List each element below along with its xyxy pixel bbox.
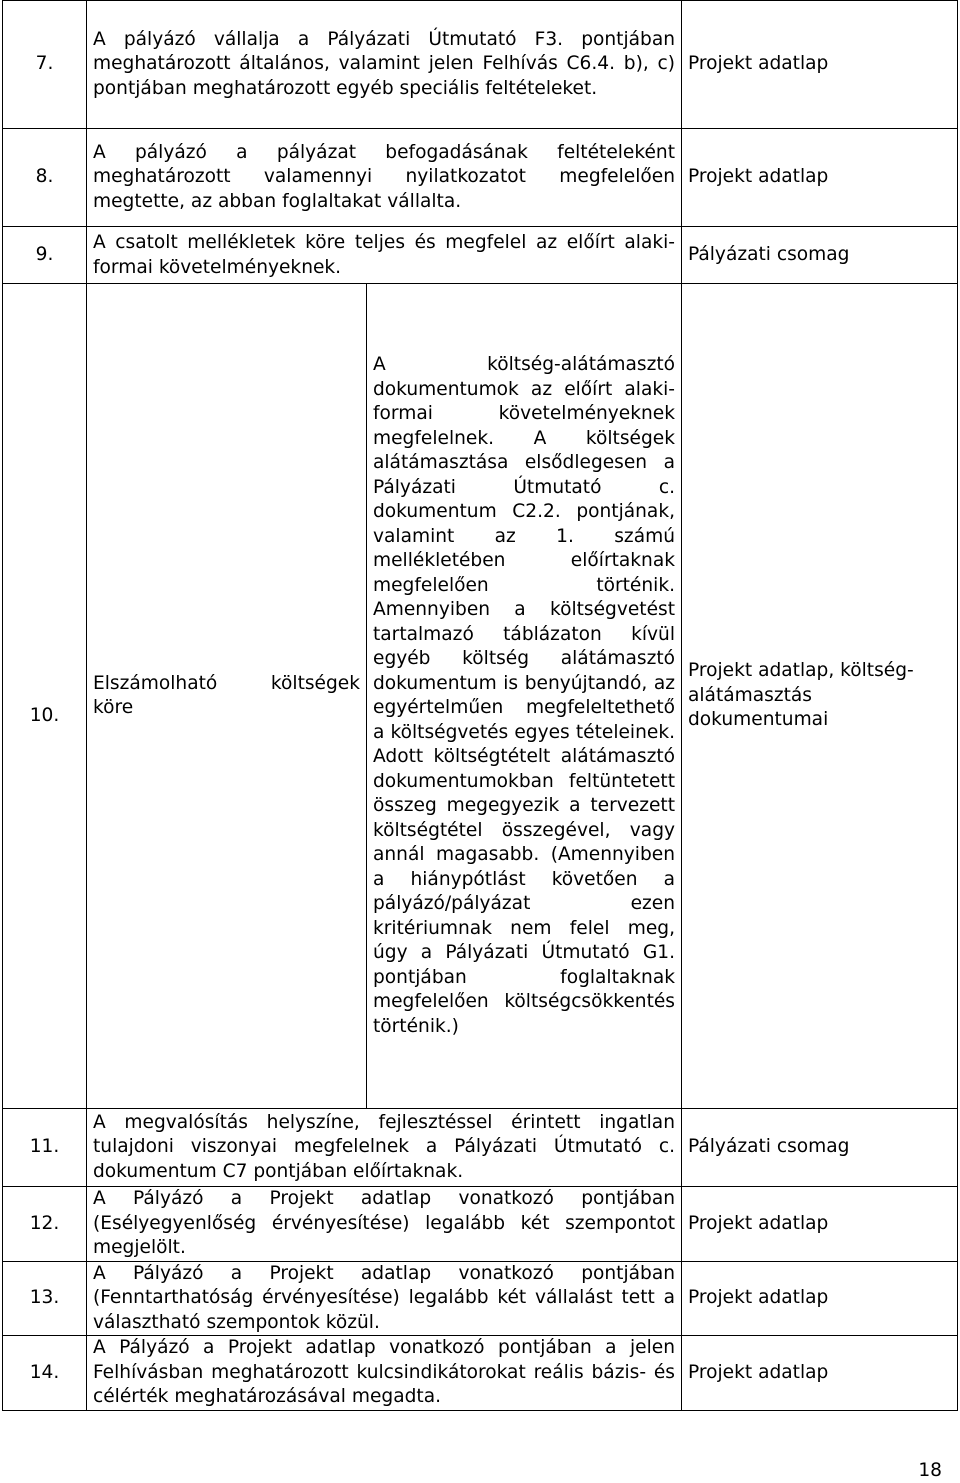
- criterion-text: A csatolt mellékletek köre teljes és megfelel az előírt alaki-formai követelményeknek.: [87, 227, 682, 284]
- table-row: [3, 1336, 958, 1411]
- table-row: [3, 1187, 958, 1262]
- criteria-table: [2, 0, 958, 1411]
- row-number: 9.: [3, 227, 87, 284]
- criterion-label-word: Elszámolható: [93, 672, 218, 694]
- table-row: [3, 1261, 958, 1336]
- criterion-label-line: [93, 672, 360, 697]
- table-row: [3, 284, 958, 1109]
- table-row: [3, 129, 958, 227]
- source-document: Pályázati csomag: [682, 1109, 958, 1187]
- source-document: Projekt adatlap: [682, 1, 958, 129]
- row-number: 7.: [3, 1, 87, 129]
- source-document: Projekt adatlap: [682, 1261, 958, 1336]
- criterion-label-word: költségek: [270, 672, 360, 694]
- criterion-text: A Pályázó a Projekt adatlap vonatkozó pontjában (Esélyegyenlőség érvényesítése) legalább két szempontot megjelölt.: [87, 1187, 682, 1262]
- criterion-text: A pályázó vállalja a Pályázati Útmutató F3. pontjában meghatározott általános, valamint jelen Felhívás C6.4. b), c) pontjában meghatározott egyéb speciális feltételeket.: [87, 1, 682, 129]
- row-number: 8.: [3, 129, 87, 227]
- row-number: 11.: [3, 1109, 87, 1187]
- row-number: 13.: [3, 1261, 87, 1336]
- row-number: 14.: [3, 1336, 87, 1411]
- row-number: 10.: [3, 284, 87, 1109]
- table-row: [3, 227, 958, 284]
- source-document: Pályázati csomag: [682, 227, 958, 284]
- source-document: Projekt adatlap: [682, 1336, 958, 1411]
- table-row: [3, 1109, 958, 1187]
- table-row: [3, 1, 958, 129]
- criterion-text: A Pályázó a Projekt adatlap vonatkozó pontjában a jelen Felhívásban meghatározott kulcsindikátorokat reális bázis- és célérték meghatározásával megadta.: [87, 1336, 682, 1411]
- source-document: Projekt adatlap: [682, 1187, 958, 1262]
- source-document: Projekt adatlap, költség-alátámasztás dokumentumai: [682, 284, 958, 1109]
- page-number: 18: [918, 1460, 942, 1481]
- criterion-label: [87, 284, 367, 1109]
- criterion-label-word: köre: [93, 697, 134, 718]
- criterion-text: A megvalósítás helyszíne, fejlesztéssel érintett ingatlan tulajdoni viszonyai megfelelnek a Pályázati Útmutató c. dokumentum C7 pontjában előírtaknak.: [87, 1109, 682, 1187]
- criterion-text: A Pályázó a Projekt adatlap vonatkozó pontjában (Fenntarthatóság érvényesítése) legalább két vállalást tett a választható szempontok közül.: [87, 1261, 682, 1336]
- row-number: 12.: [3, 1187, 87, 1262]
- criterion-text: A költség-alátámasztó dokumentumok az előírt alaki-formai követelményeknek megfelelnek. A költségek alátámasztása elsődlegesen a Pályázati Útmutató c. dokumentum C2.2. pontjának, valamint az 1. számú mellékletében előírtaknak megfelelően történik. Amennyiben a költségvetést tartalmazó táblázaton kívül egyéb költség alátámasztó dokumentum is benyújtandó, az egyértelműen megfeleltethető a költségvetés egyes tételeinek. Adott költségtételt alátámasztó dokumentumokban feltüntetett összeg megegyezik a tervezett költségtétel összegével, vagy annál magasabb. (Amennyiben a hiánypótlást követően a pályázó/pályázat ezen kritériumnak nem felel meg, úgy a Pályázati Útmutató G1. pontjában foglaltaknak megfelelően költségcsökkentés történik.): [367, 284, 682, 1109]
- source-document: Projekt adatlap: [682, 129, 958, 227]
- criterion-text: A pályázó a pályázat befogadásának feltételeként meghatározott valamennyi nyilatkozatot megfelelően megtette, az abban foglaltakat vállalta.: [87, 129, 682, 227]
